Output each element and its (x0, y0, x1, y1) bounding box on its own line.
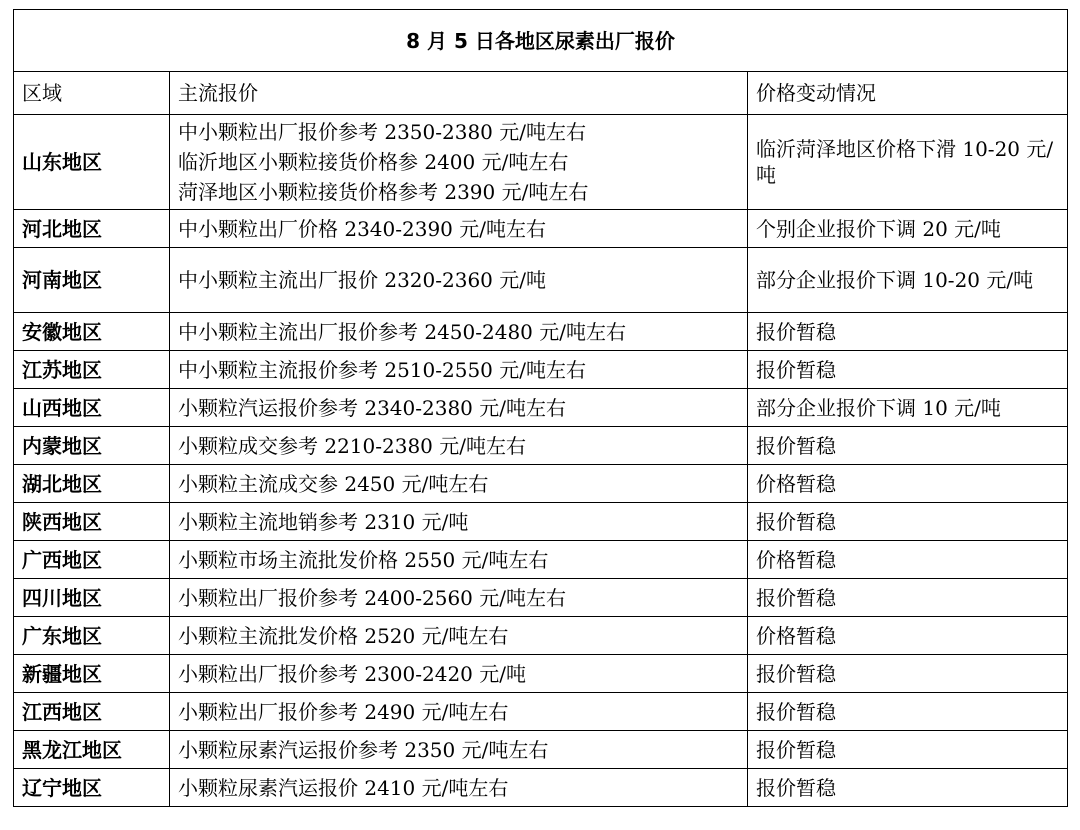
header-region: 区域 (14, 72, 170, 115)
table-row (14, 248, 1068, 313)
quote-line: 中小颗粒主流出厂报价 2320-2360 元/吨 (178, 268, 547, 292)
table-body (14, 10, 1068, 807)
quote-cell (170, 693, 748, 731)
urea-price-table (13, 9, 1068, 807)
region-cell: 内蒙地区 (14, 427, 170, 465)
region-cell: 黑龙江地区 (14, 731, 170, 769)
region-cell: 江苏地区 (14, 351, 170, 389)
quote-cell (170, 427, 748, 465)
quote-cell (170, 389, 748, 427)
table-row (14, 427, 1068, 465)
quote-cell (170, 248, 748, 313)
price-change-cell: 报价暂稳 (748, 503, 1068, 541)
price-change-cell: 部分企业报价下调 10 元/吨 (748, 389, 1068, 427)
table-row (14, 655, 1068, 693)
table-row (14, 115, 1068, 210)
region-cell: 新疆地区 (14, 655, 170, 693)
price-change-cell: 价格暂稳 (748, 617, 1068, 655)
quote-cell (170, 210, 748, 248)
price-change-cell: 临沂菏泽地区价格下滑 10-20 元/吨 (748, 115, 1068, 210)
table-row (14, 210, 1068, 248)
table-row (14, 541, 1068, 579)
quote-line: 中小颗粒主流出厂报价参考 2450-2480 元/吨左右 (178, 319, 627, 344)
price-change-cell: 报价暂稳 (748, 427, 1068, 465)
table-row (14, 731, 1068, 769)
table-row (14, 693, 1068, 731)
header-price-change: 价格变动情况 (748, 72, 1068, 115)
price-change-cell: 部分企业报价下调 10-20 元/吨 (748, 248, 1068, 313)
region-cell: 辽宁地区 (14, 769, 170, 807)
region-cell: 山东地区 (14, 115, 170, 210)
quote-line: 菏泽地区小颗粒接货价格参考 2390 元/吨左右 (178, 180, 589, 204)
region-cell: 河北地区 (14, 210, 170, 248)
quote-cell (170, 465, 748, 503)
quote-line: 临沂地区小颗粒接货价格参 2400 元/吨左右 (178, 150, 569, 174)
region-cell: 广西地区 (14, 541, 170, 579)
price-change-cell: 报价暂稳 (748, 351, 1068, 389)
price-change-cell: 报价暂稳 (748, 655, 1068, 693)
quote-cell (170, 313, 748, 351)
region-cell: 江西地区 (14, 693, 170, 731)
quote-cell (170, 351, 748, 389)
region-cell: 湖北地区 (14, 465, 170, 503)
quote-cell (170, 617, 748, 655)
quote-line: 小颗粒主流批发价格 2520 元/吨左右 (178, 623, 509, 648)
quote-line: 小颗粒汽运报价参考 2340-2380 元/吨左右 (178, 395, 567, 420)
table-row (14, 465, 1068, 503)
quote-line: 中小颗粒主流报价参考 2510-2550 元/吨左右 (178, 357, 587, 382)
price-change-cell: 报价暂稳 (748, 731, 1068, 769)
table-row (14, 503, 1068, 541)
price-change-cell: 价格暂稳 (748, 465, 1068, 503)
table-row (14, 313, 1068, 351)
quote-cell (170, 115, 748, 210)
price-change-cell: 报价暂稳 (748, 313, 1068, 351)
table-row (14, 617, 1068, 655)
table-row (14, 351, 1068, 389)
quote-line: 小颗粒主流成交参 2450 元/吨左右 (178, 471, 489, 496)
table-title: 8 月 5 日各地区尿素出厂报价 (14, 10, 1068, 72)
quote-line: 中小颗粒出厂价格 2340-2390 元/吨左右 (178, 216, 547, 241)
quote-cell (170, 579, 748, 617)
region-cell: 四川地区 (14, 579, 170, 617)
table-row (14, 579, 1068, 617)
quote-line: 小颗粒出厂报价参考 2400-2560 元/吨左右 (178, 585, 567, 610)
quote-line: 小颗粒市场主流批发价格 2550 元/吨左右 (178, 547, 549, 572)
title-row (14, 10, 1068, 72)
quote-cell (170, 503, 748, 541)
table-row (14, 769, 1068, 807)
document-sheet (13, 9, 1067, 807)
quote-line: 小颗粒成交参考 2210-2380 元/吨左右 (178, 433, 527, 458)
region-cell: 安徽地区 (14, 313, 170, 351)
quote-cell (170, 769, 748, 807)
quote-line: 小颗粒出厂报价参考 2490 元/吨左右 (178, 699, 509, 724)
region-cell: 河南地区 (14, 248, 170, 313)
quote-line: 小颗粒尿素汽运报价 2410 元/吨左右 (178, 775, 509, 800)
quote-cell (170, 541, 748, 579)
quote-line: 小颗粒尿素汽运报价参考 2350 元/吨左右 (178, 737, 549, 762)
quote-cell (170, 655, 748, 693)
price-change-cell: 报价暂稳 (748, 579, 1068, 617)
price-change-cell: 价格暂稳 (748, 541, 1068, 579)
region-cell: 陕西地区 (14, 503, 170, 541)
header-row (14, 72, 1068, 115)
region-cell: 广东地区 (14, 617, 170, 655)
price-change-cell: 报价暂稳 (748, 693, 1068, 731)
region-cell: 山西地区 (14, 389, 170, 427)
quote-line: 小颗粒主流地销参考 2310 元/吨 (178, 509, 469, 534)
price-change-cell: 个别企业报价下调 20 元/吨 (748, 210, 1068, 248)
quote-cell (170, 731, 748, 769)
price-change-cell: 报价暂稳 (748, 769, 1068, 807)
quote-line: 小颗粒出厂报价参考 2300-2420 元/吨 (178, 661, 527, 686)
table-row (14, 389, 1068, 427)
header-main-quote: 主流报价 (170, 72, 748, 115)
quote-line: 中小颗粒出厂报价参考 2350-2380 元/吨左右 (178, 120, 587, 144)
